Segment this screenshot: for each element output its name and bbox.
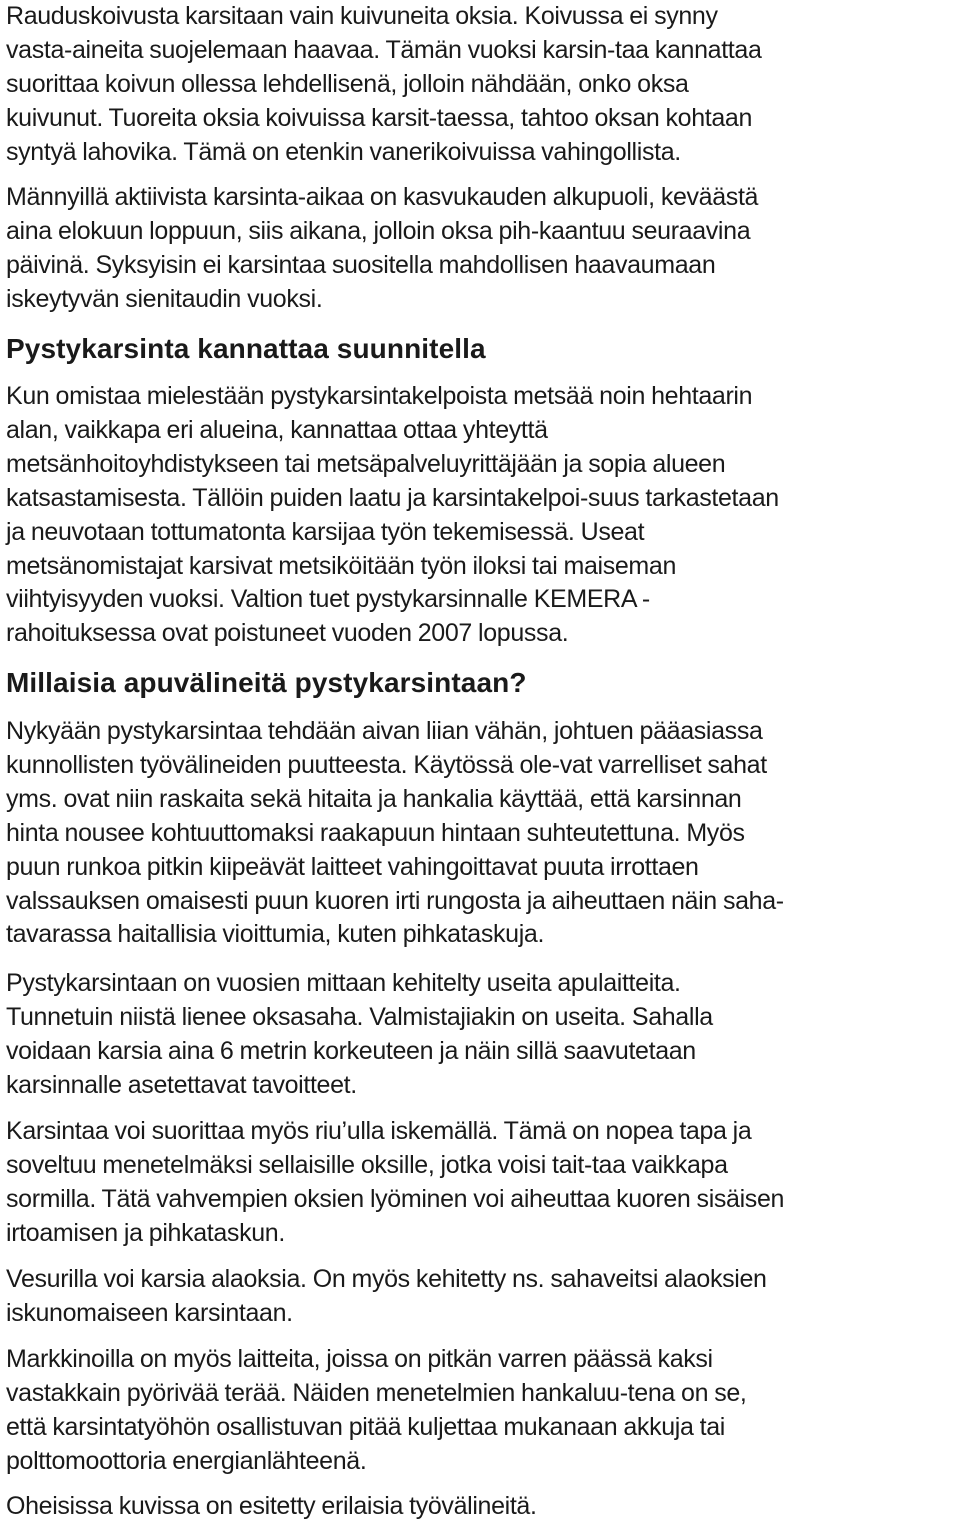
paragraph-birch-pruning [6, 0, 762, 170]
text-line: viihtyisyyden vuoksi. Valtion tuet pystykarsinnalle KEMERA - [6, 585, 650, 614]
paragraph-tools-intro [6, 715, 784, 952]
text-line: katsastamisesta. Tällöin puiden laatu ja karsintakelpoi-suus tarkastetaan [6, 483, 779, 512]
text-line: metsänomistajat karsivat metsiköitään työn iloksi tai maiseman [6, 551, 677, 580]
text-line: puun runkoa pitkin kiipeävät laitteet vahingoittavat puuta irrottaen [6, 852, 699, 881]
text-line: syntyä lahovika. Tämä on etenkin vanerikoivuissa vahingollista. [6, 137, 681, 166]
text-line: Oheisissa kuvissa on esitetty erilaisia työvälineitä. [6, 1492, 537, 1520]
text-line: iskunomaiseen karsintaan. [6, 1298, 293, 1327]
paragraph-billhook [6, 1263, 767, 1331]
text-line: iskeytyvän sienitaudin vuoksi. [6, 284, 323, 313]
text-line: vasta-aineita suojelemaan haavaa. Tämän vuoksi karsin-taa kannattaa [6, 35, 762, 64]
text-line: soveltuu menetelmäksi sellaisille oksille, jotka voisi tait-taa vaikkapa [6, 1150, 728, 1179]
text-line: Tunnetuin niistä lienee oksasaha. Valmistajiakin on useita. Sahalla [6, 1002, 713, 1031]
text-line: Nykyään pystykarsintaa tehdään aivan liian vähän, johtuen pääasiassa [6, 717, 763, 745]
text-line: kunnollisten työvälineiden puutteesta. Käytössä ole-vat varrelliset sahat [6, 750, 767, 779]
text-line: irtoamisen ja pihkataskun. [6, 1218, 285, 1247]
text-line: karsinnalle asetettavat tavoitteet. [6, 1070, 357, 1099]
text-line: hinta nousee kohtuuttomaksi raakapuun hintaan suhteutettuna. Myös [6, 818, 745, 847]
text-line: tavarassa haitallisia vioittumia, kuten pihkataskuja. [6, 920, 545, 949]
paragraph-pruning-saw [6, 967, 713, 1103]
text-line: metsänhoitoyhdistykseen tai metsäpalveluyrittäjään ja sopia alueen [6, 449, 726, 478]
text-line: alan, vaikkapa eri alueina, kannattaa ottaa yhteyttä [6, 415, 548, 444]
paragraph-pole-striking [6, 1115, 784, 1251]
text-line: että karsintatyöhön osallistuvan pitää kuljettaa mukanaan akkuja tai [6, 1412, 725, 1441]
text-line: Kun omistaa mielestään pystykarsintakelpoista metsää noin hehtaarin [6, 382, 753, 410]
text-line: kuivunut. Tuoreita oksia koivuissa karsit-taessa, tahtoo oksan kohtaan [6, 103, 753, 132]
paragraph-planning [6, 380, 779, 651]
text-line: Pystykarsintaan on vuosien mittaan kehitelty useita apulaitteita. [6, 969, 681, 997]
text-line: ja neuvotaan tottumatonta karsijaa työn tekemisessä. Useat [6, 517, 645, 546]
paragraph-pine-pruning [6, 181, 758, 317]
text-line: aina elokuun loppuun, siis aikana, jolloin oksa pih-kaantuu seuraavina [6, 216, 751, 245]
text-line: suorittaa koivun ollessa lehdellisenä, jolloin nähdään, onko oksa [6, 69, 689, 98]
text-line: yms. ovat niin raskaita sekä hitaita ja hankalia käyttää, että karsinnan [6, 784, 742, 813]
text-line: valssauksen omaisesti puun kuoren irti rungosta ja aiheuttaen näin saha- [6, 886, 784, 915]
text-line: Markkinoilla on myös laitteita, joissa on pitkän varren päässä kaksi [6, 1345, 713, 1373]
text-line: päivinä. Syksyisin ei karsintaa suositella mahdollisen haavaumaan [6, 250, 716, 279]
text-line: voidaan karsia aina 6 metrin korkeuteen ja näin sillä saavutetaan [6, 1036, 696, 1065]
text-line: rahoituksessa ovat poistuneet vuoden 2007 lopussa. [6, 619, 569, 648]
text-line: sormilla. Tätä vahvempien oksien lyöminen voi aiheuttaa kuoren sisäisen [6, 1184, 785, 1213]
section-heading: Millaisia apuvälineitä pystykarsintaan? [6, 667, 527, 698]
text-line: Vesurilla voi karsia alaoksia. On myös kehitetty ns. sahaveitsi alaoksien [6, 1265, 767, 1293]
text-line: polttomoottoria energianlähteenä. [6, 1446, 367, 1475]
text-line: Rauduskoivusta karsitaan vain kuivuneita oksia. Koivussa ei synny [6, 2, 718, 30]
text-line: Männyillä aktiivista karsinta-aikaa on kasvukauden alkupuoli, keväästä [6, 183, 759, 211]
text-line: Karsintaa voi suorittaa myös riu’ulla iskemällä. Tämä on nopea tapa ja [6, 1117, 752, 1145]
paragraph-rotating-blades [6, 1343, 747, 1479]
section-heading: Pystykarsinta kannattaa suunnitella [6, 333, 486, 364]
text-line: vastakkain pyörivää terää. Näiden menetelmien hankaluu-tena on se, [6, 1378, 747, 1407]
paragraph-figures-note [6, 1490, 537, 1524]
